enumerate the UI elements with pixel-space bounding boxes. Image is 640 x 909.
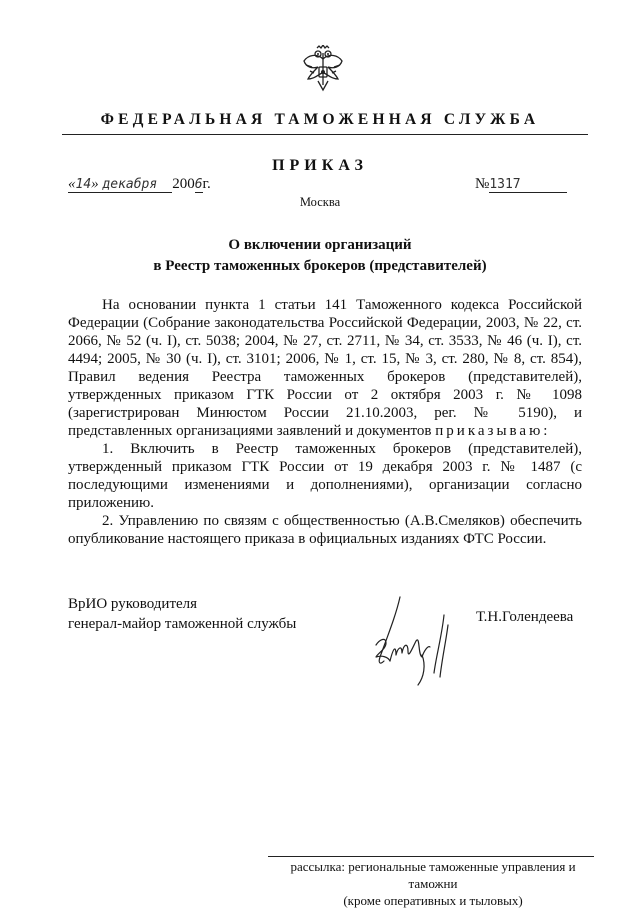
header-divider xyxy=(62,134,588,135)
date-quote-close: » xyxy=(91,176,99,192)
subject-line-1: О включении организаций xyxy=(228,237,412,253)
signatory-position xyxy=(68,594,296,634)
mailing-line-2: (кроме оперативных и тыловых) xyxy=(343,893,523,908)
order-body xyxy=(68,296,582,548)
body-item-1: 1. Включить в Реестр таможенных брокеров (представителей), утвержденный приказом ГТК России от 19 декабря 2003 г. № 1487 (с последующими изменениями и дополнениями), организации согласно приложению. xyxy=(68,441,582,511)
body-item-2: 2. Управлению по связям с общественностью (А.В.Смеляков) обеспечить опубликование настоящего приказа в официальных изданиях ФТС России. xyxy=(68,513,582,547)
agency-name: ФЕДЕРАЛЬНАЯ ТАМОЖЕННАЯ СЛУЖБА xyxy=(100,111,540,128)
date-quote-open: « xyxy=(68,176,76,192)
order-number-prefix: № xyxy=(475,176,490,192)
order-number xyxy=(475,176,567,193)
body-intro xyxy=(68,296,582,440)
mailing-list xyxy=(268,858,598,909)
order-month: декабря xyxy=(102,177,158,192)
signatory-name: Т.Н.Голендеева xyxy=(476,609,574,625)
mailing-line-1: рассылка: региональные таможенные управления и таможни xyxy=(290,859,576,891)
order-date-filled xyxy=(68,176,172,193)
order-title: ПРИКАЗ xyxy=(272,157,368,174)
order-day: 14 xyxy=(75,177,92,192)
handwritten-signature-icon xyxy=(362,585,472,695)
signatory-position-line-2: генерал-майор таможенной службы xyxy=(68,616,297,632)
order-city: Москва xyxy=(299,195,341,209)
order-year-digit: 6 xyxy=(194,177,203,192)
order-colon: : xyxy=(543,423,548,439)
order-year-suffix: г. xyxy=(202,176,211,192)
emblem-icon xyxy=(300,45,346,93)
signatory-position-line-1: ВрИО руководителя xyxy=(68,596,198,612)
order-word: приказываю xyxy=(435,423,544,439)
order-number-value: 1317 xyxy=(489,177,567,193)
order-subject xyxy=(0,235,640,277)
order-date xyxy=(68,176,211,193)
subject-line-2: в Реестр таможенных брокеров (представителей) xyxy=(153,258,487,274)
body-intro-text: На основании пункта 1 статьи 141 Таможенного кодекса Российской Федерации (Собрание законодательства Российской Федерации, 2003, № 22, ст. 2066, № 52 (ч. I), ст. 5038; 2004, № 27, ст. 2711, № 34, ст. 3533, № 46 (ч. I), ст. 4494; 2005, № 30 (ч. I), ст. 3101; 2006, № 1, ст. 15, № 3, ст. 280, № 8, ст. 854), Правил ведения Реестра таможенных брокеров (представителей), утвержденных приказом ГТК России от 2 октября 2003 г. № 1098 (зарегистрирован Минюстом России 21.10.2003, рег. № 5190), и представленных организациями заявлений и документов xyxy=(68,297,582,439)
order-year-prefix: 200 xyxy=(172,176,195,192)
mailing-divider xyxy=(268,856,594,857)
